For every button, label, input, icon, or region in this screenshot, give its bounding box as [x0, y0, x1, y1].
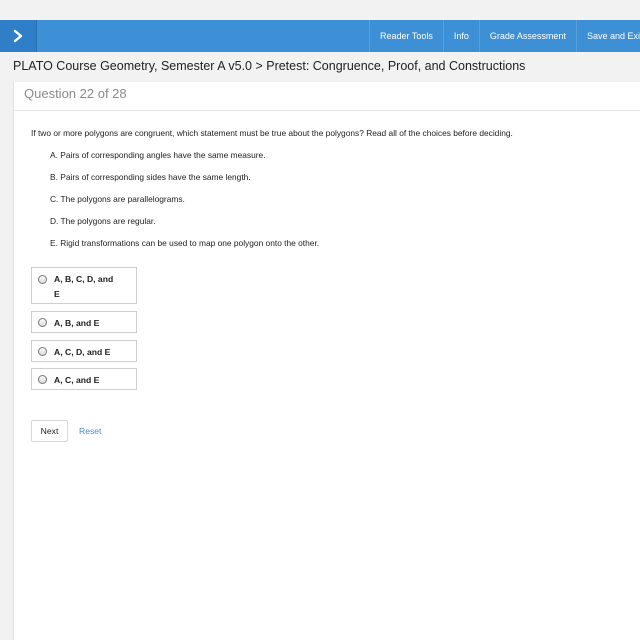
chevron-right-icon [12, 29, 24, 43]
radio-button[interactable] [38, 347, 47, 356]
top-nav-bar [0, 20, 640, 52]
nav-info[interactable]: Info [443, 20, 479, 52]
answer-choice-4[interactable] [31, 368, 137, 390]
statement-e: E. Rigid transformations can be used to map one polygon onto the other. [50, 238, 320, 248]
reset-link[interactable]: Reset [79, 426, 102, 436]
radio-button[interactable] [38, 275, 47, 284]
radio-button[interactable] [38, 318, 47, 327]
statement-a: A. Pairs of corresponding angles have the same measure. [50, 150, 266, 160]
nav-save-and-exit[interactable]: Save and Exi [576, 20, 640, 52]
statement-c: C. The polygons are parallelograms. [50, 194, 185, 204]
breadcrumb: PLATO Course Geometry, Semester A v5.0 > Pretest: Congruence, Proof, and Constructions [13, 59, 526, 73]
statement-b: B. Pairs of corresponding sides have the same length. [50, 172, 251, 182]
answer-choice-2[interactable] [31, 311, 137, 333]
question-prompt: If two or more polygons are congruent, which statement must be true about the polygons? Read all of the choices before deciding. [31, 128, 513, 138]
header-divider [14, 110, 640, 111]
choice-label: A, B, C, D, and [54, 274, 114, 284]
question-counter: Question 22 of 28 [24, 86, 127, 101]
radio-button[interactable] [38, 375, 47, 384]
answer-choice-3[interactable] [31, 340, 137, 362]
choice-label: A, C, D, and E [54, 347, 111, 357]
choice-label: A, C, and E [54, 375, 100, 385]
choice-label: A, B, and E [54, 318, 100, 328]
nav-grade-assessment[interactable]: Grade Assessment [479, 20, 576, 52]
statement-list [50, 150, 319, 260]
question-panel [13, 82, 640, 640]
nav-reader-tools[interactable]: Reader Tools [369, 20, 443, 52]
expand-menu-button[interactable] [0, 20, 37, 52]
next-button[interactable]: Next [31, 420, 68, 442]
answer-choice-1[interactable] [31, 267, 137, 304]
choice-label-continued: E [54, 289, 60, 299]
breadcrumb-bar [0, 52, 640, 82]
statement-d: D. The polygons are regular. [50, 216, 156, 226]
